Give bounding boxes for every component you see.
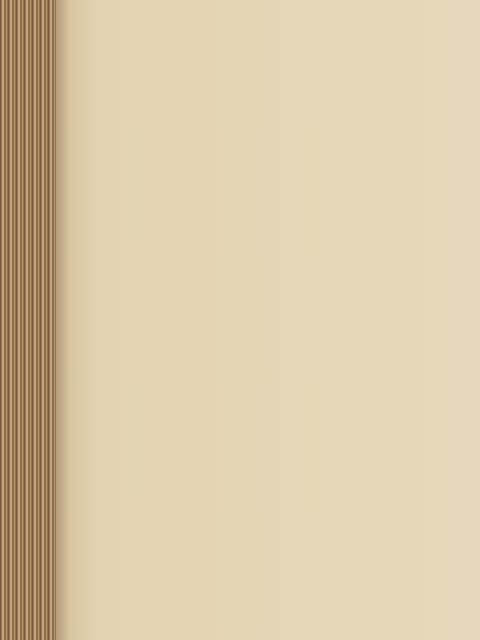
figure-213-geissler-tubes (158, 83, 448, 220)
book-spine-page-edges (0, 0, 58, 640)
